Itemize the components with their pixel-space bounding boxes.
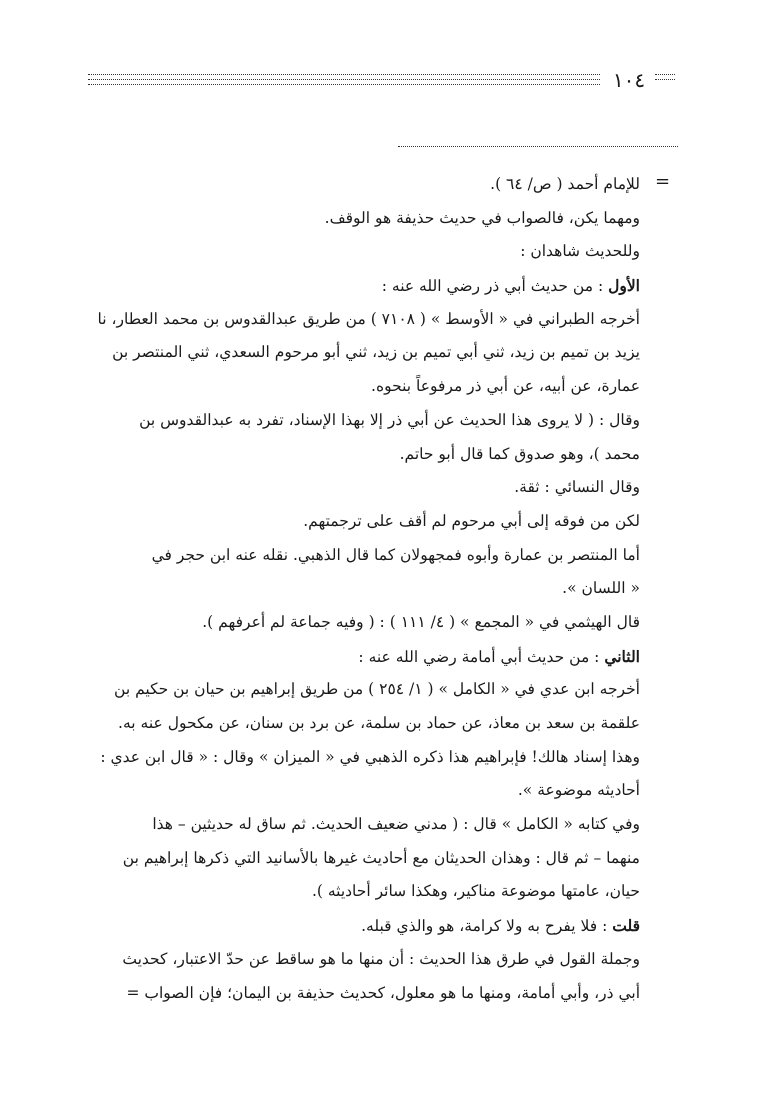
- text-line-16: أخرجه ابن عدي في « الكامل » ( ١/ ٢٥٤ ) من طريق إبراهيم بن حيان بن حكيم بن: [114, 680, 640, 699]
- text-line-17: علقمة بن سعد بن معاذ، عن حماد بن سلمة، عن برد بن سنان، عن مكحول عنه به.: [118, 714, 640, 732]
- text-line-13: « اللسان ».: [562, 579, 640, 598]
- text-line-11: لكن من فوقه إلى أبي مرحوم لم أقف على ترجمتهم.: [303, 511, 640, 530]
- text-line-2: ومهما يكن، فالصواب في حديث حذيفة هو الوقف.: [324, 208, 640, 227]
- text-line-15: الثاني : من حديث أبي أمامة رضي الله عنه :: [358, 646, 640, 666]
- text-line-21: منهما – ثم قال : وهذان الحديثان مع أحاديث غيرها بالأسانيد التي ذكرها إبراهيم بن: [122, 848, 640, 867]
- text-line-9: محمد )، وهو صدوق كما قال أبو حاتم.: [399, 444, 640, 463]
- text-line-18: وهذا إسناد هالك! فإبراهيم هذا ذكره الذهبي في « الميزان » وقال : « قال ابن عدي :: [100, 747, 640, 766]
- text-line-24: وجملة القول في طرق هذا الحديث : أن منها ما هو ساقط عن حدّ الاعتبار، كحديث: [122, 949, 640, 968]
- text-line-6: يزيد بن تميم بن زيد، ثني أبي تميم بن زيد، ثني أبو مرحوم السعدي، ثني المنتصر بن: [112, 343, 640, 362]
- text-line-14: قال الهيثمي في « المجمع » ( ٤/ ١١١ ) : ( وفيه جماعة لم أعرفهم ).: [202, 612, 640, 631]
- text-line-22: حيان، عامتها موضوعة مناكير، وهكذا سائر أحاديثه ).: [311, 882, 640, 901]
- header-rule-right: [655, 74, 675, 75]
- text-line-7: عمارة، عن أبيه، عن أبي ذر مرفوعاً بنحوه.: [371, 377, 640, 396]
- text-line-25: أبي ذر، وأبي أمامة، ومنها ما هو معلول، كحديث حذيفة بن اليمان؛ فإن الصواب =: [126, 983, 640, 1002]
- text-line-19: أحاديثه موضوعة ».: [517, 781, 640, 800]
- heading-qultu: قلت: [612, 916, 640, 936]
- body-text: [90, 168, 640, 1010]
- header-rule-left: [88, 74, 600, 75]
- header-rule-left-3: [88, 84, 600, 85]
- text-line-3: وللحديث شاهدان :: [520, 242, 640, 261]
- text-line-12: أما المنتصر بن عمارة وأبوه فمجهولان كما قال الذهبي. نقله عنه ابن حجر في: [151, 545, 640, 564]
- header-rule-left-2: [88, 79, 600, 80]
- header-rule-right-2: [655, 79, 675, 80]
- text-line-5: أخرجه الطبراني في « الأوسط » ( ٧١٠٨ ) من طريق عبدالقدوس بن محمد العطار، نا: [97, 309, 640, 328]
- footnote-separator: [398, 146, 678, 147]
- heading-second: الثاني: [604, 646, 640, 666]
- page-number: ١٠٤: [612, 68, 646, 92]
- text-line-10: وقال النسائي : ثقة.: [514, 478, 640, 497]
- text-line-8: وقال : ( لا يروى هذا الحديث عن أبي ذر إلا بهذا الإسناد، تفرد به عبدالقدوس بن: [139, 410, 640, 429]
- continuation-mark: =: [655, 171, 671, 192]
- text-line-20: وفي كتابه « الكامل » قال : ( مدني ضعيف الحديث. ثم ساق له حديثين – هذا: [152, 815, 640, 834]
- text-line-1: للإمام أحمد ( ص/ ٦٤ ).: [490, 175, 640, 193]
- heading-first: الأول: [608, 276, 640, 296]
- text-line-23: قلت : فلا يفرح به ولا كرامة، هو والذي قبله.: [361, 916, 640, 936]
- text-line-4: الأول : من حديث أبي ذر رضي الله عنه :: [381, 276, 640, 296]
